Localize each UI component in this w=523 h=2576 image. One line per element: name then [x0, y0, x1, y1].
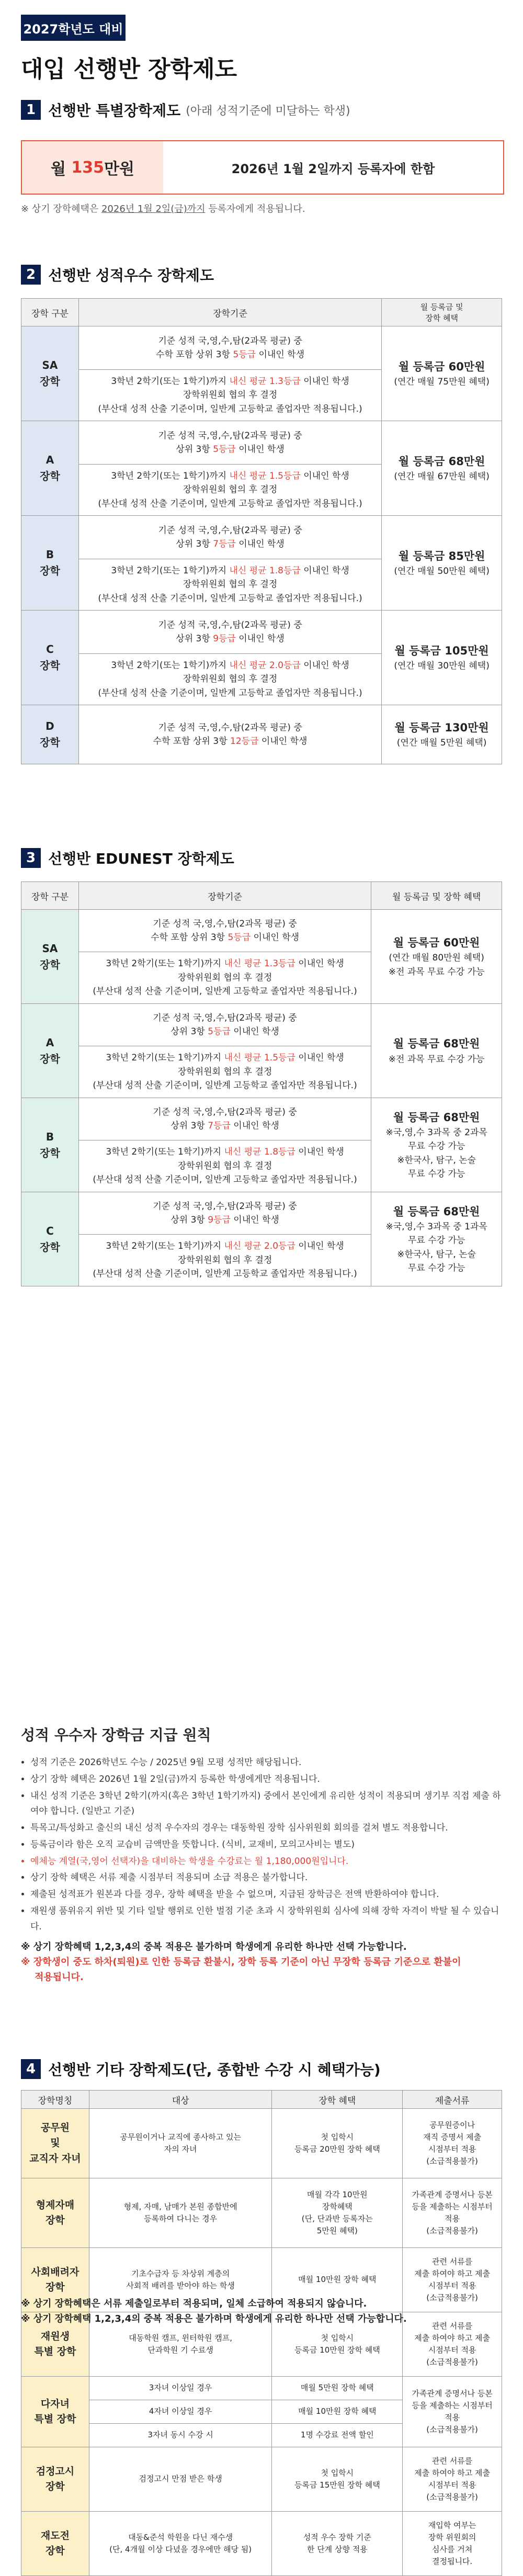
docs-cell: 재입학 여부는 장학 위원회의 심사를 거쳐 결정됩니다. — [403, 2512, 502, 2576]
criteria-highlight: 내신 평균 1.5등급 — [229, 470, 301, 481]
docs-cell: 관련 서류를 제출 하여야 하고 제출 시점부터 적용 (소급적용불가) — [403, 2312, 502, 2377]
list-item: • 특목고/특성화고 출신의 내신 성적 우수자의 경우는 대동학원 장학 심사위원회 회의를 걸쳐 별도 적용합니다. — [30, 1821, 502, 1836]
criteria-text: 수학 포함 상위 3항 — [153, 736, 231, 747]
criteria-text: 이내인 학생 — [295, 1241, 344, 1252]
target-cell: 공무원이거나 교직에 종사하고 있는 자의 자녀 — [89, 2109, 272, 2178]
criteria-cell — [78, 654, 381, 705]
col-header: 월 등록금 및 장학 혜택 — [382, 299, 502, 326]
target-cell: 검정고시 만점 받은 학생 — [89, 2447, 272, 2512]
fee-sub: ※전 과목 무료 수강 가능 — [388, 966, 485, 977]
benefit-cell: 첫 입학시 등록금 15만원 장학 혜택 — [272, 2447, 403, 2512]
benefit-cell — [382, 516, 502, 611]
criteria-highlight: 내신 평균 1.8등급 — [229, 565, 301, 576]
criteria-text: 이내인 학생 — [251, 932, 300, 943]
criteria-highlight: 7등급 — [213, 539, 236, 549]
table-row — [21, 1004, 502, 1046]
criteria-line: 기준 성적 국,영,수,탐(2과목 평균) 중 — [153, 918, 297, 929]
principles-section — [21, 1724, 502, 1985]
col-header: 장학 구분 — [21, 882, 79, 910]
criteria-text: 이내인 학생 — [230, 1026, 279, 1037]
warning-line-red: ※ 장학생이 중도 하차(퇴원)로 인한 등록금 환불시, 장학 등록 기준이 아닌 무장학 등록금 기준으로 환불이 — [21, 1957, 461, 1968]
fee-text: 월 등록금 68만원 — [393, 1037, 480, 1050]
table-row — [21, 2512, 502, 2576]
criteria-line: 기준 성적 국,영,수,탐(2과목 평균) 중 — [153, 1012, 297, 1023]
target-cell: 대동학원 캠프, 윈터학원 캠프, 단과학원 기 수료생 — [89, 2312, 272, 2377]
year-badge: 2027학년도 대비 — [21, 15, 126, 41]
fee-sub: (연간 매월 80만원 혜택) — [389, 953, 484, 964]
benefit-cell — [382, 326, 502, 421]
criteria-line: (부산대 성적 산출 기준이며, 일반계 고등학교 졸업자만 적용됩니다.) — [98, 593, 362, 604]
principles-list — [21, 1755, 502, 1935]
scholarship-name: 다자녀 특별 장학 — [21, 2377, 89, 2447]
benefit-cell: 매월 10만원 장학 혜택 — [272, 2248, 403, 2312]
fee-text: 월 등록금 85만원 — [398, 549, 485, 562]
grade-cell: A 장학 — [21, 421, 79, 516]
criteria-text: 이내인 학생 — [300, 565, 349, 576]
warning-line-red: 적용됩니다. — [35, 1971, 84, 1983]
list-item: • 예체능 계열(국,영어 선택자)을 대비하는 학생을 수강료는 월 1,180,000원입니다. — [30, 1854, 502, 1870]
criteria-highlight: 5등급 — [213, 444, 236, 455]
criteria-line: 장학위원회 협의 후 결정 — [177, 1160, 272, 1171]
table-row — [21, 516, 502, 559]
benefit-cell: 매월 5만원 장학 혜택 — [272, 2377, 403, 2400]
criteria-highlight: 내신 평균 1.3등급 — [224, 958, 295, 969]
fee-text: 월 등록금 68만원 — [393, 1205, 480, 1218]
fee-text: 월 등록금 60만원 — [393, 936, 480, 949]
criteria-highlight: 7등급 — [208, 1121, 231, 1131]
scholarship-name: 공무원 및 교직자 자녀 — [21, 2109, 89, 2178]
section-title: 선행반 기타 장학제도(단, 종합반 수강 시 혜택가능) — [48, 2061, 381, 2078]
target-cell: 3자녀 이상일 경우 — [89, 2377, 272, 2400]
criteria-text: 이내인 학생 — [295, 1147, 344, 1158]
fee-text: 월 등록금 68만원 — [398, 455, 485, 468]
scholarship-name: 검정고시 장학 — [21, 2447, 89, 2512]
benefit-cell: 첫 입학시 등록금 10만원 장학 혜택 — [272, 2312, 403, 2377]
criteria-line: (부산대 성적 산출 기준이며, 일반계 고등학교 졸업자만 적용됩니다.) — [98, 498, 362, 509]
criteria-text: 이내인 학생 — [300, 660, 349, 671]
criteria-line — [79, 469, 381, 483]
criteria-text: 3학년 2학기(또는 1학기)까지 — [106, 1241, 224, 1252]
section-number: 2 — [21, 265, 41, 285]
criteria-line: 기준 성적 국,영,수,탐(2과목 평균) 중 — [153, 1106, 297, 1117]
note-line: ※ 상기 장학혜택 1,2,3,4의 중복 적용은 불가하며 학생에게 유리한 하나만 선택 가능합니다. — [21, 2313, 407, 2324]
warning-line: ※ 상기 장학혜택 1,2,3,4의 중복 적용은 불가하며 학생에게 유리한 하나만 선택 가능합니다. — [21, 1941, 407, 1953]
criteria-highlight: 내신 평균 2.0등급 — [229, 660, 301, 671]
section-number: 4 — [21, 2059, 41, 2079]
criteria-text: 상위 3항 — [176, 634, 213, 644]
edunest-scholarship-table — [21, 882, 502, 1286]
criteria-cell — [78, 559, 381, 611]
docs-cell: 관련 서류를 제출 하여야 하고 제출 시점부터 적용 (소급적용불가) — [403, 2447, 502, 2512]
criteria-line: 장학위원회 협의 후 결정 — [177, 1066, 272, 1077]
criteria-line: 기준 성적 국,영,수,탐(2과목 평균) 중 — [153, 1201, 297, 1212]
col-header: 장학명칭 — [21, 2091, 89, 2109]
list-item: • 내신 성적 기준은 3학년 2학기(까지(혹은 3학년 1학기까지) 중에서 본인에게 유리한 성적이 적용되며 생기부 직접 제출 하여야 합니다. (일반고 기준) — [30, 1789, 502, 1820]
note-text: ※ 상기 장학혜택은 — [21, 204, 101, 214]
criteria-highlight: 내신 평균 1.5등급 — [224, 1053, 295, 1064]
criteria-cell — [78, 1046, 371, 1098]
criteria-line: (부산대 성적 산출 기준이며, 일반계 고등학교 졸업자만 적용됩니다.) — [98, 403, 362, 414]
criteria-cell — [78, 516, 381, 559]
grade-cell: B 장학 — [21, 1098, 79, 1192]
criteria-text: 3학년 2학기(또는 1학기)까지 — [106, 958, 224, 969]
col-header: 대상 — [89, 2091, 272, 2109]
criteria-text: 상위 3항 — [170, 1121, 208, 1131]
criteria-cell — [78, 370, 381, 421]
col-header: 장학기준 — [78, 882, 371, 910]
criteria-line: 기준 성적 국,영,수,탐(2과목 평균) 중 — [158, 430, 302, 441]
criteria-text: 3학년 2학기(또는 1학기)까지 — [111, 470, 230, 481]
note-underline: 2026년 1월 2일(금)까지 — [101, 204, 206, 214]
benefit-cell — [371, 910, 502, 1004]
amount-prefix: 월 — [50, 160, 66, 178]
fee-text: 월 등록금 130만원 — [394, 721, 489, 734]
criteria-line — [79, 735, 381, 748]
criteria-cell — [78, 1098, 371, 1140]
grade-cell: C 장학 — [21, 1192, 79, 1286]
criteria-highlight: 5등급 — [208, 1026, 231, 1037]
col-header: 장학 혜택 — [272, 2091, 403, 2109]
criteria-line — [79, 348, 381, 361]
criteria-cell — [78, 326, 381, 370]
target-cell: 4자녀 이상일 경우 — [89, 2400, 272, 2424]
benefit-cell — [382, 705, 502, 764]
special-amount — [22, 141, 163, 194]
fee-sub: (연간 매월 67만원 혜택) — [394, 471, 490, 482]
criteria-line: (부산대 성적 산출 기준이며, 일반계 고등학교 졸업자만 적용됩니다.) — [93, 986, 357, 997]
benefit-cell — [382, 611, 502, 705]
criteria-line: (부산대 성적 산출 기준이며, 일반계 고등학교 졸업자만 적용됩니다.) — [98, 687, 362, 698]
fee-sub: 무료 수강 가능 — [407, 1141, 465, 1152]
col-header: 제출서류 — [403, 2091, 502, 2109]
criteria-text: 3학년 2학기(또는 1학기)까지 — [106, 1147, 224, 1158]
criteria-text: 상위 3항 — [176, 444, 213, 455]
criteria-text: 이내인 학생 — [258, 736, 308, 747]
criteria-text: 3학년 2학기(또는 1학기)까지 — [106, 1053, 224, 1064]
criteria-line: 기준 성적 국,영,수,탐(2과목 평균) 중 — [158, 525, 302, 536]
criteria-text: 상위 3항 — [170, 1215, 208, 1225]
criteria-text: 이내인 학생 — [295, 958, 344, 969]
criteria-highlight: 내신 평균 1.8등급 — [224, 1147, 295, 1158]
criteria-text: 이내인 학생 — [230, 1215, 279, 1225]
table-row — [21, 2178, 502, 2248]
amount-value: 135 — [71, 158, 105, 177]
fee-sub: ※국,영,수 3과목 중 2과목 — [385, 1127, 487, 1138]
list-item: • 상기 장학 혜택은 서류 제출 시점부터 적용되며 소급 적용은 불가합니다. — [30, 1870, 502, 1886]
criteria-text: 이내인 학생 — [300, 376, 349, 387]
criteria-line: (부산대 성적 산출 기준이며, 일반계 고등학교 졸업자만 적용됩니다.) — [93, 1269, 357, 1280]
criteria-cell — [78, 705, 381, 764]
other-scholarship-table — [21, 2090, 502, 2576]
table-row — [21, 1192, 502, 1235]
section-number: 3 — [21, 848, 41, 868]
table-row — [21, 611, 502, 654]
criteria-text: 이내인 학생 — [235, 539, 285, 549]
criteria-line — [79, 564, 381, 578]
criteria-cell — [78, 421, 381, 465]
criteria-highlight: 내신 평균 1.3등급 — [229, 376, 301, 387]
criteria-text: 이내인 학생 — [300, 470, 349, 481]
criteria-text: 상위 3항 — [170, 1026, 208, 1037]
table-row — [21, 2377, 502, 2400]
scholarship-name: 형제자매 장학 — [21, 2178, 89, 2248]
criteria-line — [79, 1239, 370, 1253]
criteria-text: 3학년 2학기(또는 1학기)까지 — [111, 565, 230, 576]
benefit-cell: 첫 입학시 등록금 20만원 장학 혜택 — [272, 2109, 403, 2178]
criteria-text: 이내인 학생 — [295, 1053, 344, 1064]
criteria-line: 장학위원회 협의 후 결정 — [183, 579, 278, 590]
criteria-line: 장학위원회 협의 후 결정 — [183, 390, 278, 401]
benefit-cell: 매월 10만원 장학 혜택 — [272, 2400, 403, 2424]
criteria-highlight: 내신 평균 2.0등급 — [224, 1241, 295, 1252]
table-row — [21, 910, 502, 952]
criteria-cell — [78, 465, 381, 516]
docs-cell: 가족관계 증명서나 등본 등을 제출하는 시점부터 적용 (소급적용불가) — [403, 2178, 502, 2248]
criteria-cell — [78, 1235, 371, 1286]
fee-sub: ※전 과목 무료 수강 가능 — [388, 1054, 485, 1065]
grade-cell: SA 장학 — [21, 326, 79, 421]
grade-cell: C 장학 — [21, 611, 79, 705]
criteria-text: 3학년 2학기(또는 1학기)까지 — [111, 660, 230, 671]
principles-title: 성적 우수자 장학금 지급 원칙 — [21, 1726, 211, 1744]
criteria-highlight: 12등급 — [230, 736, 259, 747]
merit-scholarship-table — [21, 298, 502, 764]
note-text: 등록자에게 적용됩니다. — [205, 204, 305, 214]
list-item: • 상기 장학 혜택은 2026년 1월 2일(금)까지 등록한 학생에게만 적용됩니다. — [30, 1772, 502, 1788]
criteria-line: 기준 성적 국,영,수,탐(2과목 평균) 중 — [158, 722, 302, 733]
benefit-cell — [371, 1192, 502, 1286]
col-header: 장학기준 — [78, 299, 381, 326]
section-title: 선행반 특별장학제도 — [48, 102, 181, 119]
target-cell: 대동&준석 학원을 다닌 재수생 (단, 4개월 이상 다녔을 경우에만 해당 됨) — [89, 2512, 272, 2576]
page-title: 대입 선행반 장학제도 — [21, 56, 237, 83]
criteria-line — [79, 957, 370, 970]
principles-warning — [21, 1940, 502, 1985]
grade-cell: A 장학 — [21, 1004, 79, 1098]
criteria-text: 이내인 학생 — [235, 444, 285, 455]
criteria-line — [79, 1119, 370, 1133]
fee-sub: ※한국사, 탐구, 논술 무료 수강 가능 — [397, 1155, 476, 1180]
target-cell: 형제, 자매, 남매가 본원 종합반에 등록하여 다니는 경우 — [89, 2178, 272, 2248]
criteria-line: 장학위원회 협의 후 결정 — [183, 484, 278, 495]
grade-cell: D 장학 — [21, 705, 79, 764]
grade-cell: SA 장학 — [21, 910, 79, 1004]
criteria-cell — [78, 910, 371, 952]
criteria-text: 이내인 학생 — [256, 349, 305, 360]
criteria-line — [79, 1051, 370, 1065]
criteria-line — [79, 1145, 370, 1159]
criteria-line — [79, 931, 370, 944]
criteria-text: 상위 3항 — [176, 539, 213, 549]
fee-sub: (연간 매월 50만원 혜택) — [394, 566, 490, 577]
section-number: 1 — [21, 100, 41, 120]
section-title: 선행반 성적우수 장학제도 — [48, 267, 214, 284]
amount-suffix: 만원 — [104, 160, 135, 178]
criteria-text: 수학 포함 상위 3항 — [151, 932, 228, 943]
benefit-cell — [371, 1098, 502, 1192]
fee-sub: ※국,영,수 3과목 중 1과목 — [385, 1222, 487, 1233]
special-scholarship-box — [21, 140, 504, 195]
criteria-highlight: 9등급 — [208, 1215, 231, 1225]
section-subtitle: (아래 성적기준에 미달하는 학생) — [186, 104, 350, 118]
list-item: • 등록금이라 함은 오직 교습비 금액만을 뜻합니다. (식비, 교재비, 모의고사비는 별도) — [30, 1837, 502, 1853]
scholarship-name: 재도전 장학 — [21, 2512, 89, 2576]
criteria-line — [79, 375, 381, 388]
criteria-line: 장학위원회 협의 후 결정 — [177, 1255, 272, 1266]
criteria-line: (부산대 성적 산출 기준이며, 일반계 고등학교 졸업자만 적용됩니다.) — [93, 1080, 357, 1091]
fee-sub: (연간 매월 5만원 혜택) — [396, 738, 487, 749]
section-2-heading — [21, 264, 214, 285]
criteria-cell — [78, 1140, 371, 1192]
benefit-cell: 매월 각각 10만원 장학혜택 (단, 단과반 등록자는 5만원 혜택) — [272, 2178, 403, 2248]
fee-sub: ※한국사, 탐구, 논술 무료 수강 가능 — [397, 1249, 476, 1274]
col-header: 월 등록금 및 장학 혜택 — [371, 882, 502, 910]
grade-cell: B 장학 — [21, 516, 79, 611]
criteria-cell — [78, 1004, 371, 1046]
list-item: • 성적 기준은 2026학년도 수능 / 2025년 9월 모평 성적만 해당됩니다. — [30, 1755, 502, 1771]
criteria-text: 이내인 학생 — [235, 634, 285, 644]
benefit-cell: 1명 수강료 전액 할인 — [272, 2424, 403, 2447]
table-row — [21, 421, 502, 465]
section-3-heading — [21, 848, 234, 868]
target-cell: 3자녀 동시 수강 시 — [89, 2424, 272, 2447]
special-deadline: 2026년 1월 2일까지 등록자에 한함 — [231, 161, 435, 176]
criteria-cell — [78, 611, 381, 654]
list-item: • 재원생 품위유지 위반 및 기타 일탈 행위로 인한 벌점 기준 초과 시 장학위원회 심사에 의해 장학 자격이 박탈 될 수 있습니다. — [30, 1904, 502, 1935]
fee-sub: (연간 매월 75만원 혜택) — [394, 377, 490, 388]
criteria-line: 기준 성적 국,영,수,탐(2과목 평균) 중 — [158, 335, 302, 346]
criteria-line: (부산대 성적 산출 기준이며, 일반계 고등학교 졸업자만 적용됩니다.) — [93, 1174, 357, 1185]
section-1-heading — [21, 99, 350, 120]
table-row — [21, 2109, 502, 2178]
section-1-note — [21, 201, 305, 215]
criteria-highlight: 5등급 — [228, 932, 251, 943]
criteria-highlight: 9등급 — [213, 634, 236, 644]
col-header: 장학 구분 — [21, 299, 79, 326]
docs-cell: 가족관계 증명서나 등본 등을 제출하는 시점부터 적용 (소급적용불가) — [403, 2377, 502, 2447]
table-row — [21, 326, 502, 370]
table-row — [21, 1098, 502, 1140]
criteria-line: 장학위원회 협의 후 결정 — [183, 674, 278, 685]
section-title: 선행반 EDUNEST 장학제도 — [48, 850, 234, 867]
docs-cell: 관련 서류를 제출 하여야 하고 제출 시점부터 적용 (소급적용불가) — [403, 2248, 502, 2312]
scholarship-name: 재원생 특별 장학 — [21, 2312, 89, 2377]
benefit-cell — [371, 1004, 502, 1098]
scholarship-name: 사회배려자 장학 — [21, 2248, 89, 2312]
criteria-line — [79, 1213, 370, 1227]
benefit-cell: 성적 우수 장학 기준 한 단계 상향 적용 — [272, 2512, 403, 2576]
criteria-text: 이내인 학생 — [230, 1121, 279, 1131]
criteria-line — [79, 1025, 370, 1038]
benefit-cell — [382, 421, 502, 516]
criteria-cell — [78, 1192, 371, 1235]
fee-sub: (연간 매월 30만원 혜택) — [394, 661, 490, 672]
list-item: • 제출된 성적표가 원본과 다를 경우, 장학 혜택을 받을 수 없으며, 지급된 장학금은 전액 반환하여야 합니다. — [30, 1887, 502, 1903]
criteria-line — [79, 537, 381, 551]
fee-sub: 무료 수강 가능 — [407, 1235, 465, 1246]
criteria-line — [79, 443, 381, 456]
criteria-line: 장학위원회 협의 후 결정 — [177, 972, 272, 983]
table-row — [21, 705, 502, 764]
section-4-heading — [21, 2059, 381, 2080]
target-cell: 기초수급자 등 차상위 계층의 사회적 배려를 받아야 하는 학생 — [89, 2248, 272, 2312]
fee-text: 월 등록금 105만원 — [394, 644, 489, 657]
note-line: ※ 상기 장학혜택은 서류 제출일로부터 적용되며, 일체 소급하여 적용되지 않습니다. — [21, 2298, 367, 2309]
docs-cell: 공무원증이나 재직 증명서 제출 시점부터 적용 (소급적용불가) — [403, 2109, 502, 2178]
criteria-line: 기준 성적 국,영,수,탐(2과목 평균) 중 — [158, 619, 302, 630]
criteria-text: 수학 포함 상위 3항 — [156, 349, 233, 360]
fee-text: 월 등록금 68만원 — [393, 1111, 480, 1124]
fee-text: 월 등록금 60만원 — [398, 360, 485, 373]
criteria-highlight: 5등급 — [233, 349, 256, 360]
criteria-text: 3학년 2학기(또는 1학기)까지 — [111, 376, 230, 387]
table-row — [21, 2447, 502, 2512]
criteria-line — [79, 632, 381, 646]
criteria-cell — [78, 952, 371, 1004]
section-4-notes — [21, 2297, 407, 2327]
criteria-line — [79, 659, 381, 672]
